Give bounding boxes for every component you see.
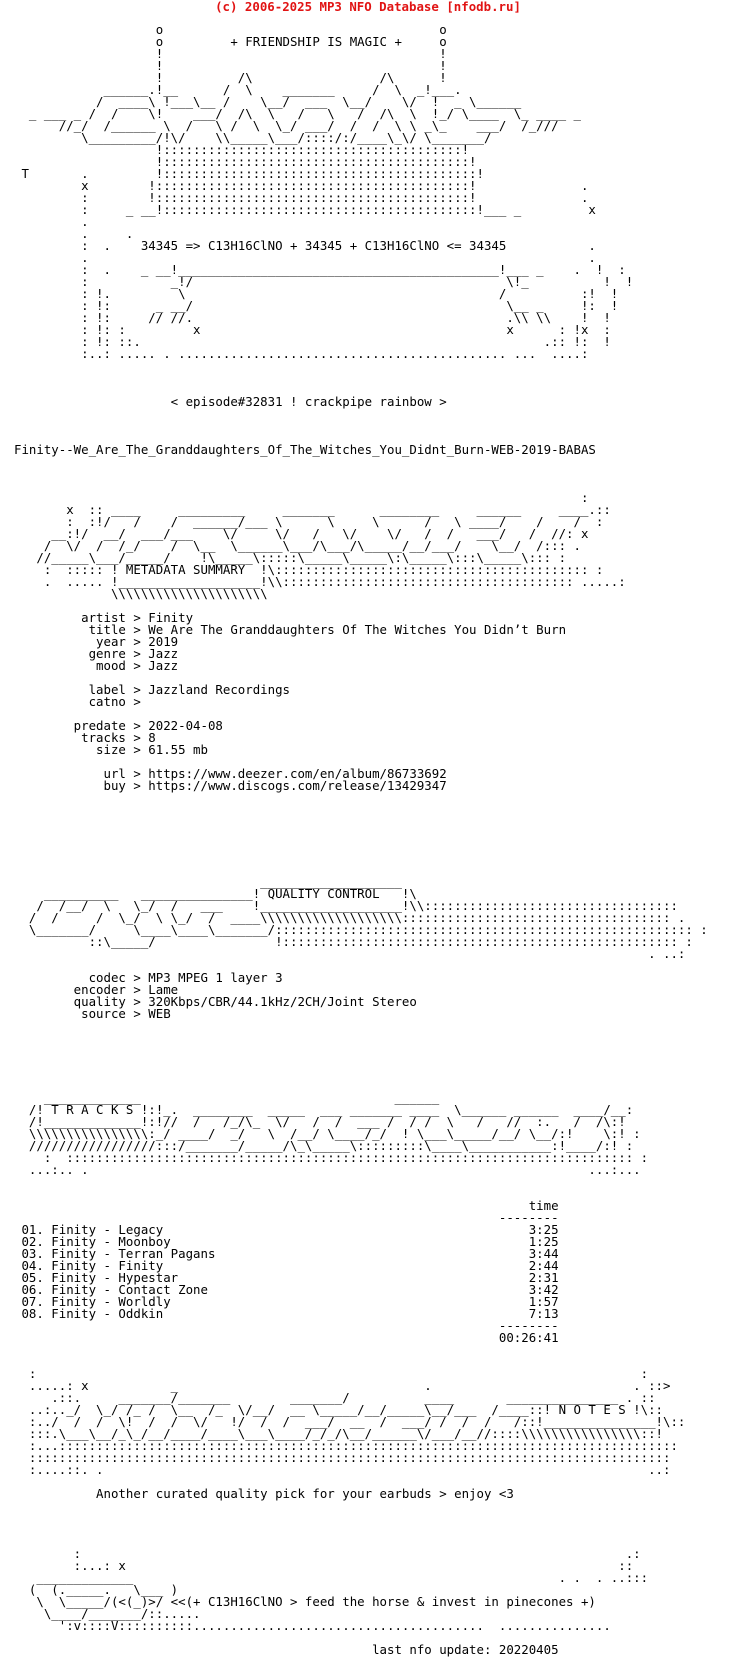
logo-art-line: : !::::::::::::::::::::::::::::::::::::::::::! .	[14, 190, 589, 205]
logo-art-line: / ____\ !___\__ / \__/ ___ \__/ \/ ! _ \______	[14, 94, 522, 109]
metadata-list	[14, 612, 708, 828]
metadata-ascii-art	[14, 456, 708, 612]
quality-art-line	[14, 840, 708, 852]
logo-art-line: ! /\ /\ !	[14, 70, 447, 85]
logo-art-line: !:::::::::::::::::::::::::::::::::::::::::!	[14, 154, 477, 169]
tracks-art-line: : :::::::::::::::::::::::::::::::::::::::::::::::::::::::::::::::::::::::::::: :	[14, 1150, 649, 1165]
quality-art-line: ::\_____/ !::::::::::::::::::::::::::::::::::::::::::::::::::::: :	[14, 934, 693, 949]
metadata-field: mood > Jazz	[14, 658, 179, 673]
metadata-art-line: . ..... !___________________!\\::::::::::::::::::::::::::::::::::::::: .....:	[14, 574, 626, 589]
metadata-field: year > 2019	[14, 634, 179, 649]
logo-art-line: .	[14, 214, 89, 229]
quality-ascii-art	[14, 828, 708, 972]
metadata-art-line: : :!/ / / ______/___ \ \ \ / \ ____/ / / :	[14, 514, 604, 529]
quality-art-line: \_______/ \____\____\_______/:::::::::::::::::::::::::::::::::::::::::::::::::::::::: :	[14, 922, 708, 937]
quality-field: codec > MP3 MPEG 1 layer 3	[14, 970, 283, 985]
tracks-art-line	[14, 1176, 708, 1188]
track-row: 08. Finity - Oddkin 7:13	[14, 1306, 559, 1321]
metadata-field: url > https://www.deezer.com/en/album/86733692	[14, 766, 447, 781]
metadata-field: genre > Jazz	[14, 646, 179, 661]
quality-list	[14, 972, 708, 1056]
metadata-art-line: :	[14, 490, 589, 505]
nfo-document	[14, 24, 708, 1656]
logo-art-line: : _ __!::::::::::::::::::::::::::::::::::::::::::!___ _ x	[14, 202, 596, 217]
logo-art-line: ! !	[14, 46, 447, 61]
notes-art-line: : :	[14, 1366, 649, 1381]
logo-art-line: !::::::::::::::::::::::::::::::::::::::::!	[14, 142, 470, 157]
tracks-art-line: ...:.. . ...:...	[14, 1162, 641, 1177]
logo-art-line: \_________/!\/ \\_____\___/::::/:/____\_\/ \_______/	[14, 130, 492, 145]
logo-art-line: : !. \ / :! !	[14, 286, 619, 301]
logo-art-line: : . _ __!___________________________________________!___ _ . ! :	[14, 262, 626, 277]
track-row: 04. Finity - Finity 2:44	[14, 1258, 559, 1273]
notes-art-line: :../ / / \! / / \/ !/ / / ___/ __ / ___/ / / / /::!_______________!\::	[14, 1414, 686, 1429]
track-row: 02. Finity - Moonboy 1:25	[14, 1234, 559, 1249]
logo-art-line: _ ___ _ / / \! ___/ /\ \ / \ / /\ \ !_/ \____ \_ ____ _	[14, 106, 581, 121]
footer-art-line	[14, 1512, 708, 1524]
tracks-art-line: /!_____________!:!// / /_/\_ \/ / / ___ / / / \ / // :. / /\:!	[14, 1114, 626, 1129]
quality-art-line: / /__/ \ \_/ / ___ !___________________!\\::::::::::::::::::::::::::::::::::	[14, 898, 678, 913]
quality-art-line	[14, 828, 708, 840]
logo-art-line: : . 34345 => C13H16ClNO + 34345 + C13H16ClNO <= 34345 .	[14, 238, 596, 253]
metadata-field-spacer	[14, 792, 708, 804]
quality-art-line: ___________________	[14, 874, 402, 889]
total-time: 00:26:41	[14, 1330, 559, 1345]
logo-art-line: //_/ /______ \ / \ / \ \_/ ___/ / / \ \ _\_ ___/ /_///	[14, 118, 559, 133]
footer-art-line: :...: x ::	[14, 1558, 634, 1573]
metadata-art-line: : ::::: ! METADATA SUMMARY !\:::::::::::::::::::::::::::::::::::::::::: :	[14, 562, 604, 577]
logo-art-line	[14, 420, 708, 432]
tracks-art-line	[14, 1068, 708, 1080]
tracks-art-line: _____________ ______	[14, 1090, 440, 1105]
metadata-field: buy > https://www.discogs.com/release/13429347	[14, 778, 447, 793]
logo-art-line: ______.!__ / \ _______ / \ _!___.	[14, 82, 462, 97]
quality-field-spacer	[14, 1020, 708, 1032]
notes-text: Another curated quality pick for your earbuds > enjoy <3	[14, 1486, 514, 1501]
logo-art-line: : !: ::. .:: !: !	[14, 334, 611, 349]
notes-art-line: ..:.._/ \_/ /_ / \__ /_ \/__/ __ \_____/__/_____\__/___ /____::! N O T E S !\::	[14, 1402, 664, 1417]
tracklist	[14, 1188, 708, 1344]
logo-art-line: : !: : x x : !x :	[14, 322, 611, 337]
notes-art-line: .....: x _ . . ::>	[14, 1378, 671, 1393]
metadata-field: label > Jazzland Recordings	[14, 682, 291, 697]
quality-field: source > WEB	[14, 1006, 171, 1021]
metadata-art-line	[14, 468, 708, 480]
tracks-art-line	[14, 1056, 708, 1068]
time-separator: --------	[14, 1210, 559, 1225]
logo-art-line: :..: ..... . ............................................ ... ....:	[14, 346, 589, 361]
notes-art-line: :....::. . ..:	[14, 1462, 671, 1477]
footer-art-line	[14, 1524, 708, 1536]
tracks-art-line: \\\\\\\\\\\\\\\\:_/ ____/ _/ \ /__/ \____/_/ ! \___\_____/__/ \__/:! \:! :	[14, 1126, 641, 1141]
footer-art-line	[14, 1632, 708, 1644]
notes-art-line: .::. _______/_______ _______/ ____ _______________ . ::	[14, 1390, 656, 1405]
time-header: time	[14, 1198, 559, 1213]
metadata-field-spacer	[14, 816, 708, 828]
track-row: 03. Finity - Terran Pagans 3:44	[14, 1246, 559, 1261]
metadata-art-line: //_____\___/_____/ !\_____\:::::\_____\_____\:\_____\:::\_____\::: :	[14, 550, 567, 565]
logo-art-line: . .	[14, 226, 134, 241]
metadata-art-line	[14, 456, 708, 468]
logo-art-line: < episode#32831 ! crackpipe rainbow >	[14, 394, 447, 409]
logo-art-line: : !: _ __/ \__ _ !: !	[14, 298, 619, 313]
metadata-field: tracks > 8	[14, 730, 156, 745]
quality-field: quality > 320Kbps/CBR/44.1kHz/2CH/Joint Stereo	[14, 994, 417, 1009]
notes-art-line	[14, 1344, 708, 1356]
track-row: 07. Finity - Worldly 1:57	[14, 1294, 559, 1309]
site-header: (c) 2006-2025 MP3 NFO Database [nfodb.ru]	[215, 0, 521, 14]
footer-art-line: \ \_____/(<(_)>/ <<(+ C13H16ClNO > feed the horse & invest in pinecones +)	[14, 1594, 596, 1609]
notes-ascii-art	[14, 1344, 708, 1488]
quality-field-spacer	[14, 1032, 708, 1044]
notes-art-line: :::.\___\__/_\_/__/____/____\___\____/_/_/\__/______\/___/__//::::\\\\\\\\\\\\\\\\::!	[14, 1426, 664, 1441]
footer-ascii-art	[14, 1500, 708, 1644]
logo-art-line	[14, 360, 708, 372]
metadata-art-line: / \/ / /_/ / \__ \______\___/\___/\_____/__/___/ \__/ /::: .	[14, 538, 581, 553]
quality-field-spacer	[14, 1044, 708, 1056]
metadata-art-line: \\\\\\\\\\\\\\\\\\\\\	[14, 586, 268, 601]
quality-art-line	[14, 852, 708, 864]
metadata-field: size > 61.55 mb	[14, 742, 208, 757]
logo-art-line	[14, 372, 708, 384]
logo-art-line: x !::::::::::::::::::::::::::::::::::::::::::! .	[14, 178, 589, 193]
track-row: 01. Finity - Legacy 3:25	[14, 1222, 559, 1237]
metadata-field: artist > Finity	[14, 610, 194, 625]
logo-art-line: T . !::::::::::::::::::::::::::::::::::::::::::!	[14, 166, 484, 181]
release-name: Finity--We_Are_The_Granddaughters_Of_The_Witches_You_Didnt_Burn-WEB-2019-BABAS	[14, 442, 596, 457]
logo-art-line: : _!/ \!_ ! !	[14, 274, 634, 289]
metadata-field: catno >	[14, 694, 149, 709]
footer-art-line: _____________ . . . ..:::	[14, 1570, 649, 1585]
footer-art-line: : .:	[14, 1546, 641, 1561]
tracks-art-line: /! T R A C K S !:!_. ________ _____ ___ _______ ____ \______ ______ ____/__:	[14, 1102, 634, 1117]
last-update: last nfo update: 20220405	[14, 1642, 559, 1657]
logo-art-line: o + FRIENDSHIP IS MAGIC + o	[14, 34, 447, 49]
footer-art-line: ':v::::V::::::::::....................................... ...............	[14, 1618, 611, 1633]
logo-art-line: . .	[14, 250, 596, 265]
notes-art-line: ::::::::::::::::::::::::::::::::::::::::::::::::::::::::::::::::::::::::::::::::::::::	[14, 1450, 671, 1465]
quality-art-line: / / / \_/ \ \_/ / ____\\\\\\\\\\\\\\\\\\\:::::::::::::::::::::::::::::::::::: .	[14, 910, 686, 925]
tracks-ascii-art	[14, 1056, 708, 1188]
metadata-art-line: x :: ____ _________ _______ ________ ______ ____.::	[14, 502, 611, 517]
logo-art-line	[14, 408, 708, 420]
logo-ascii-art	[14, 24, 708, 444]
footer-art-line: ( (._____. \___ )	[14, 1582, 179, 1597]
metadata-field-spacer	[14, 804, 708, 816]
track-row: 05. Finity - Hypestar 2:31	[14, 1270, 559, 1285]
total-separator: --------	[14, 1318, 559, 1333]
footer-art-line	[14, 1500, 708, 1512]
metadata-field: title > We Are The Granddaughters Of The Witches You Didn’t Burn	[14, 622, 567, 637]
metadata-art-line: __:!/ __/ ___/___ \/ \/ / \/ \/ / / ___/ / //: x	[14, 526, 589, 541]
metadata-field: predate > 2022-04-08	[14, 718, 223, 733]
logo-art-line: : !: // //. .\\ \\ ! !	[14, 310, 611, 325]
quality-field: encoder > Lame	[14, 982, 179, 997]
footer-art-line: \____/_______/::.....	[14, 1606, 201, 1621]
quality-art-line: __________ _______________! QUALITY CONTROL !\	[14, 886, 417, 901]
track-row: 06. Finity - Contact Zone 3:42	[14, 1282, 559, 1297]
quality-art-line: . ..:	[14, 946, 686, 961]
notes-art-line: :...:::::::::::::::::::::::::::::::::::::::::::::::::::::::::::::::::::::::::::::::::::	[14, 1438, 678, 1453]
logo-art-line: ! !	[14, 58, 447, 73]
tracks-art-line: /////////////////:::/_______/_____/\_\_____\:::::::::\____\___________:!____/:! :	[14, 1138, 634, 1153]
logo-art-line: o o	[14, 22, 447, 37]
